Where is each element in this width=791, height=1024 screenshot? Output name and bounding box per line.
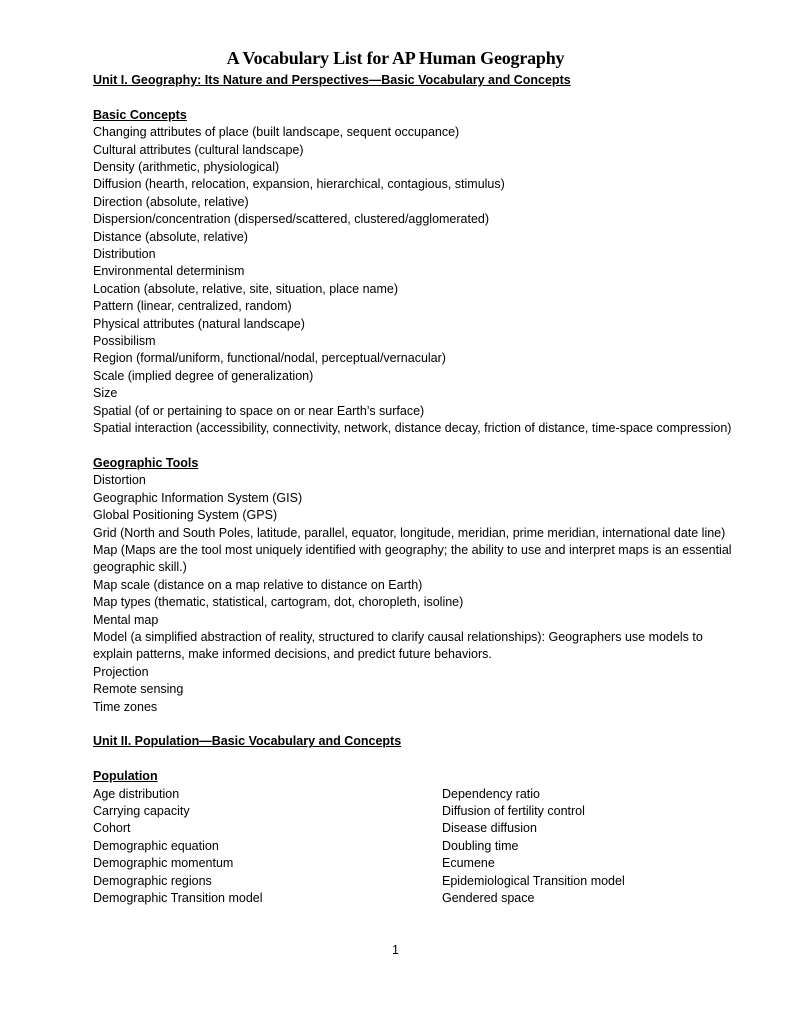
geographic-tools-list: [93, 472, 743, 716]
list-item: Distortion: [93, 473, 146, 488]
unit-1-heading: Unit I. Geography: Its Nature and Perspectives—Basic Vocabulary and Concepts: [93, 73, 571, 87]
spacer: [93, 89, 743, 106]
list-item: Direction (absolute, relative): [93, 194, 249, 209]
list-item: Carrying capacity: [93, 804, 190, 818]
list-item: Demographic equation: [93, 838, 219, 853]
list-item: Possibilism: [93, 334, 156, 349]
spacer: [93, 716, 743, 733]
list-item: Distribution: [93, 247, 156, 262]
list-item: Dependency ratio: [442, 786, 540, 801]
document-body: [93, 72, 743, 907]
list-item: Epidemiological Transition model: [442, 873, 625, 888]
basic-concepts-heading: Basic Concepts: [93, 107, 187, 122]
list-item: Model (a simplified abstraction of reality, structured to clarify causal relationships): Geographers use models to explain patterns, make informed decisions, and predict future behaviors.: [93, 629, 703, 662]
list-item: Mental map: [93, 612, 159, 627]
population-list-right: [442, 786, 742, 908]
list-item: Pattern (linear, centralized, random): [93, 299, 292, 314]
geographic-tools-heading: Geographic Tools: [93, 455, 199, 470]
population-list-left: [93, 786, 442, 908]
list-item: Demographic momentum: [93, 856, 234, 871]
list-item: Location (absolute, relative, site, situation, place name): [93, 281, 399, 296]
list-item: Map scale (distance on a map relative to distance on Earth): [93, 577, 423, 592]
list-item: Region (formal/uniform, functional/nodal, perceptual/vernacular): [93, 351, 446, 366]
list-item: Map types (thematic, statistical, cartogram, dot, choropleth, isoline): [93, 595, 464, 610]
list-item: Density (arithmetic, physiological): [93, 160, 280, 175]
list-item: Environmental determinism: [93, 264, 245, 279]
unit-2-heading: Unit II. Population—Basic Vocabulary and Concepts: [93, 734, 402, 749]
list-item: Time zones: [93, 699, 158, 714]
basic-concepts-list: [93, 124, 743, 437]
spacer: [93, 751, 743, 768]
list-item: Global Positioning System (GPS): [93, 508, 278, 523]
document-title: A Vocabulary List for AP Human Geography: [226, 48, 565, 68]
list-item: Distance (absolute, relative): [93, 229, 248, 244]
list-item: Doubling time: [442, 838, 519, 853]
list-item: Cultural attributes (cultural landscape): [93, 142, 304, 157]
list-item: Map (Maps are the tool most uniquely identified with geography; the ability to use and interpret maps is an essential geographic skill.): [93, 542, 732, 575]
list-item: Dispersion/concentration (dispersed/scattered, clustered/agglomerated): [93, 212, 490, 227]
list-item: Ecumene: [442, 856, 495, 871]
list-item: Remote sensing: [93, 682, 184, 697]
list-item: Demographic Transition model: [93, 891, 263, 906]
list-item: Diffusion of fertility control: [442, 804, 585, 818]
list-item: Spatial (of or pertaining to space on or near Earth’s surface): [93, 403, 425, 418]
list-item: Demographic regions: [93, 873, 212, 888]
list-item: Scale (implied degree of generalization): [93, 368, 314, 383]
list-item: Changing attributes of place (built landscape, sequent occupance): [93, 125, 460, 140]
list-item: Gendered space: [442, 891, 535, 906]
list-item: Geographic Information System (GIS): [93, 490, 303, 505]
list-item: Spatial interaction (accessibility, connectivity, network, distance decay, friction of distance, time-space compression): [93, 421, 732, 436]
list-item: Diffusion (hearth, relocation, expansion, hierarchical, contagious, stimulus): [93, 177, 505, 192]
list-item: Grid (North and South Poles, latitude, parallel, equator, longitude, meridian, prime meridian, international date line): [93, 525, 726, 540]
list-item: Cohort: [93, 821, 131, 836]
population-columns: [93, 786, 743, 908]
page-number: 1: [392, 943, 399, 957]
list-item: Projection: [93, 664, 149, 679]
list-item: Disease diffusion: [442, 821, 537, 836]
list-item: Size: [93, 386, 118, 401]
spacer: [93, 438, 743, 455]
list-item: Age distribution: [93, 786, 180, 801]
population-heading: Population: [93, 769, 158, 784]
list-item: Physical attributes (natural landscape): [93, 316, 305, 331]
